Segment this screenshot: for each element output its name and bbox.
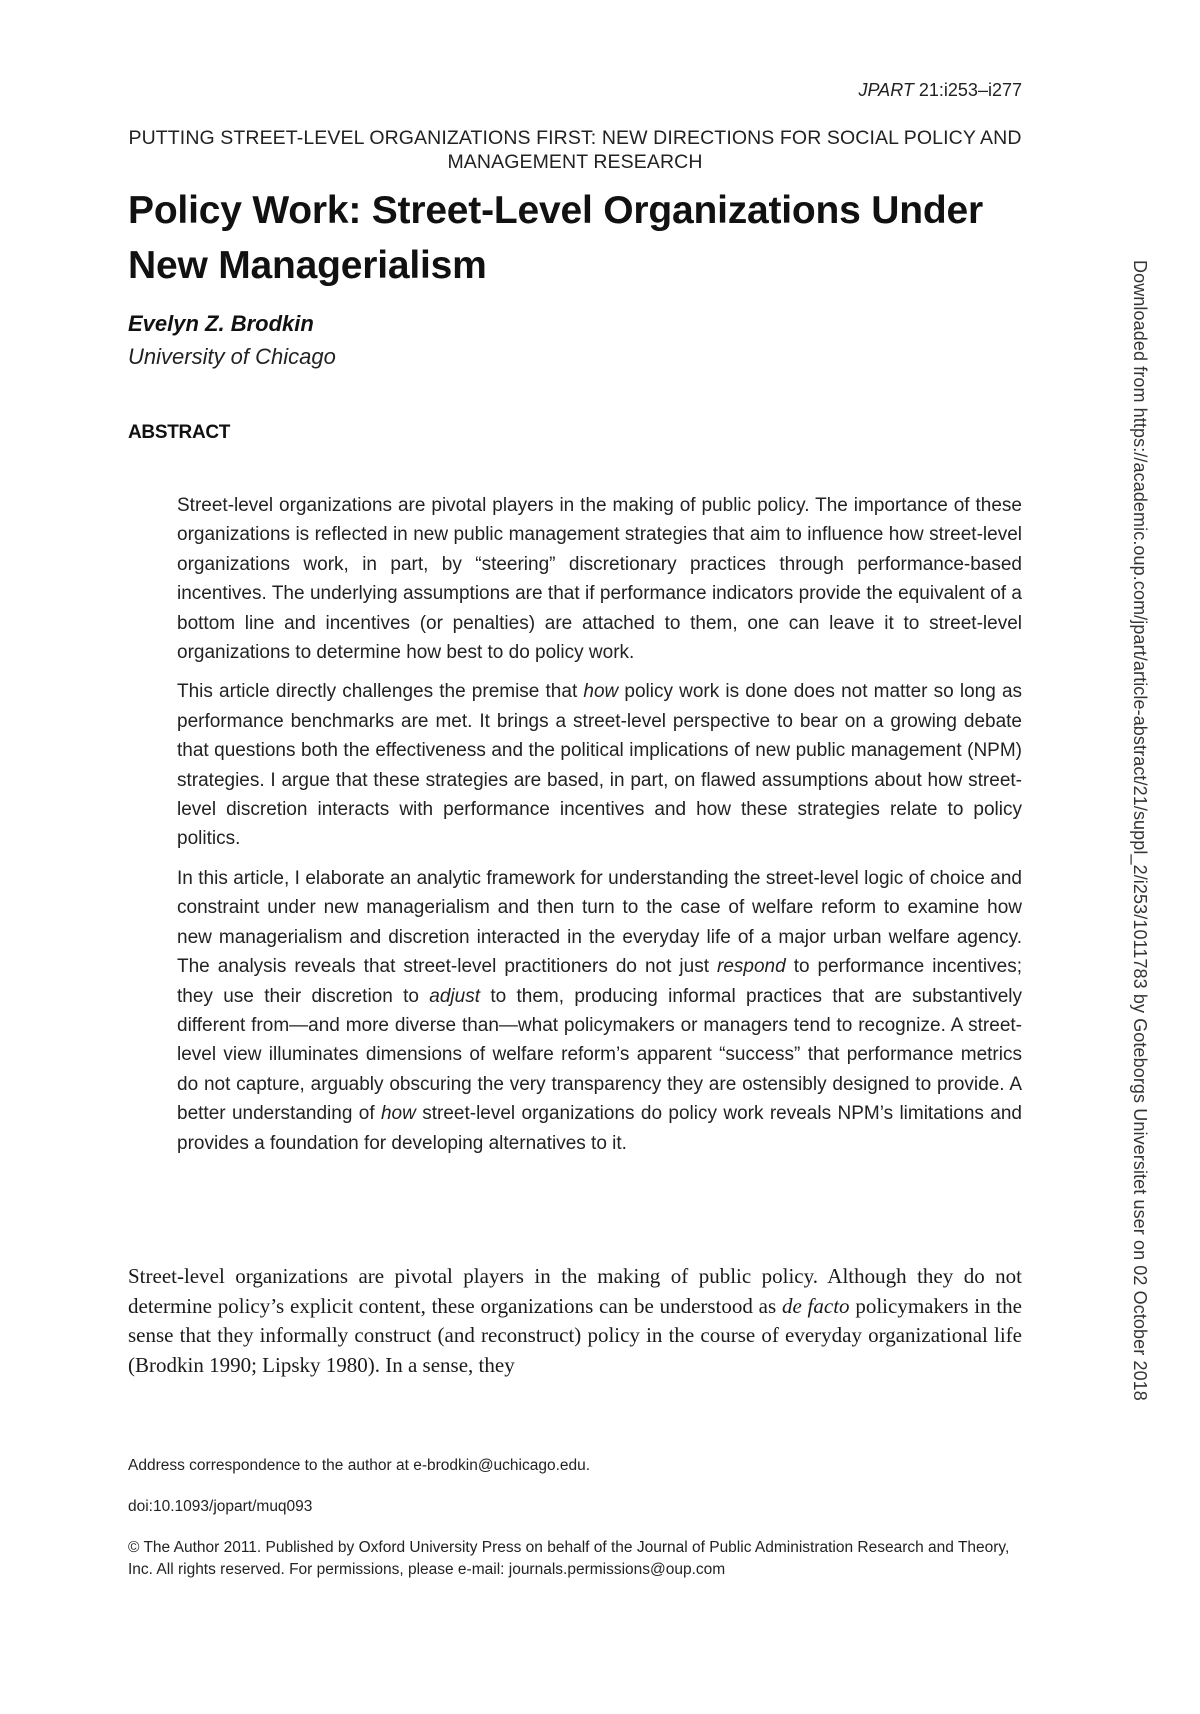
- abstract-p2-text-a: This article directly challenges the premise that: [177, 681, 584, 703]
- abstract-heading: ABSTRACT: [128, 422, 231, 443]
- author-name: Evelyn Z. Brodkin: [128, 311, 314, 336]
- abstract-p3-emphasis-3: how: [380, 1103, 416, 1125]
- journal-pages: 21:i253–i277: [918, 80, 1022, 100]
- body-paragraph: [128, 1262, 1022, 1380]
- abstract-p3-text-b: to performance incentives; they use their discretion to: [177, 956, 1022, 1007]
- abstract-p3-emphasis-2: adjust: [429, 985, 480, 1007]
- copyright-note: © The Author 2011. Published by Oxford University Press on behalf of the Journal of Public Administration Research and Theory, Inc. All rights reserved. For permissions, please e-mail: journals.permissions@oup.com: [128, 1539, 1010, 1578]
- journal-name: JPART: [858, 80, 914, 100]
- abstract-body: [177, 491, 1022, 1168]
- body-text-a: Street-level organizations are pivotal players in the making of public policy. Although they do not determine policy’s explicit content, these organizations can be understood as: [128, 1264, 1022, 1318]
- doi-note: doi:10.1093/jopart/muq093: [128, 1498, 313, 1515]
- article-title: Policy Work: Street-Level Organizations Under New Managerialism: [128, 189, 983, 287]
- abstract-paragraph-3: [177, 864, 1022, 1158]
- special-section-heading: PUTTING STREET-LEVEL ORGANIZATIONS FIRST: NEW DIRECTIONS FOR SOCIAL POLICY AND MANAGEMENT RESEARCH: [128, 127, 1022, 173]
- correspondence-note: Address correspondence to the author at e-brodkin@uchicago.edu.: [128, 1457, 591, 1474]
- abstract-paragraph-2: [177, 677, 1022, 853]
- author-affiliation: University of Chicago: [128, 344, 336, 369]
- abstract-paragraph-1: Street-level organizations are pivotal players in the making of public policy. The importance of these organizations is reflected in new public management strategies that aim to influence how street-level organizations work, in part, by “steering” discretionary practices through performance-based incentives. The underlying assumptions are that if performance indicators provide the equivalent of a bottom line and incentives (or penalties) are attached to them, one can leave it to street-level organizations to determine how best to do policy work.: [177, 495, 1022, 664]
- download-watermark: Downloaded from https://academic.oup.com/jpart/article-abstract/21/suppl_2/i253/1011783 by Goteborgs Universitet user on 02 October 2018: [1130, 260, 1150, 1401]
- abstract-p3-text-a: In this article, I elaborate an analytic framework for understanding the street-level logic of choice and constraint under new managerialism and then turn to the case of welfare reform to examine how new managerialism and discretion interacted in the everyday life of a major urban welfare agency. The analysis reveals that street-level practitioners do not just: [177, 867, 1022, 978]
- abstract-p3-text-d: street-level organizations do policy work reveals NPM’s limitations and provides a foundation for developing alternatives to it.: [177, 1103, 1022, 1154]
- body-emphasis: de facto: [781, 1293, 850, 1318]
- abstract-p2-text-b: policy work is done does not matter so long as performance benchmarks are met. It brings a street-level perspective to bear on a growing debate that questions both the effectiveness and the political implications of new public management (NPM) strategies. I argue that these strategies are based, in part, on flawed assumptions about how street-level discretion interacts with performance incentives and how these strategies relate to policy politics.: [177, 681, 1023, 850]
- abstract-p2-emphasis: how: [583, 681, 619, 703]
- journal-reference: [859, 80, 1022, 101]
- abstract-p3-text-c: to them, producing informal practices that are substantively different from—and more diverse than—what policymakers or managers tend to recognize. A street-level view illuminates dimensions of welfare reform’s apparent “success” that performance metrics do not capture, arguably obscuring the very transparency they are ostensibly designed to provide. A better understanding of: [177, 985, 1022, 1125]
- body-text-b: policymakers in the sense that they informally construct (and reconstruct) policy in the course of everyday organizational life (Brodkin 1990; Lipsky 1980). In a sense, they: [128, 1293, 1022, 1377]
- abstract-p3-emphasis-1: respond: [717, 956, 786, 978]
